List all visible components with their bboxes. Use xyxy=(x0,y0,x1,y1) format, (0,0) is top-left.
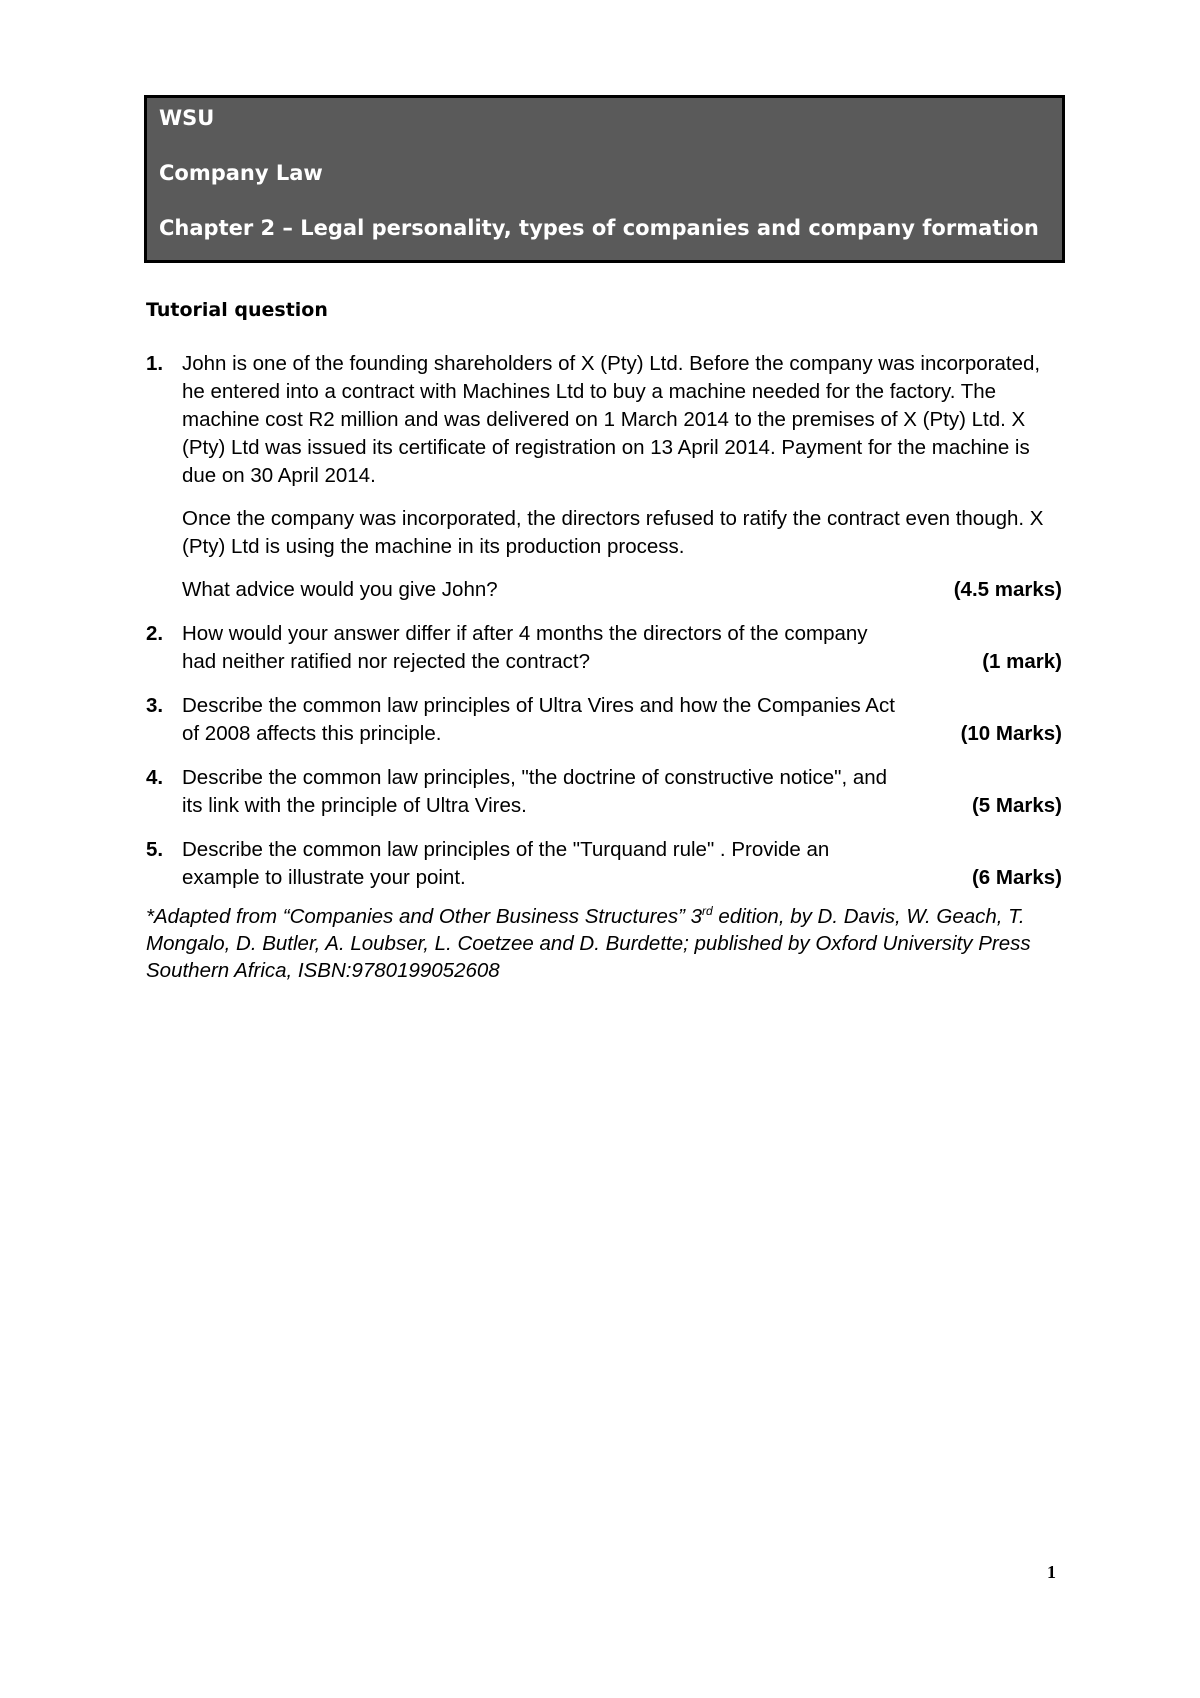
question-number: 1. xyxy=(146,352,164,375)
question-list xyxy=(146,350,1062,908)
source-citation xyxy=(146,903,1056,984)
question-3-text: Describe the common law principles of Ultra Vires and how the Companies Act of 2008 affects this principle. xyxy=(182,694,895,745)
question-number: 4. xyxy=(146,766,164,789)
question-1-scenario: John is one of the founding shareholders of X (Pty) Ltd. Before the company was incorporated, he entered into a contract with Machines Ltd to buy a machine needed for the factory. The machine cost R2 million and was delivered on 1 March 2014 to the premises of X (Pty) Ltd. X (Pty) Ltd was issued its certificate of registration on 13 April 2014. Payment for the machine is due on 30 April 2014. xyxy=(182,352,1041,487)
question-1-context: Once the company was incorporated, the directors refused to ratify the contract even though. X (Pty) Ltd is using the machine in its production process. xyxy=(182,507,1044,558)
question-number: 3. xyxy=(146,694,164,717)
citation-text-start: *Adapted from “Companies and Other Business Structures” 3 xyxy=(146,905,703,928)
question-number: 2. xyxy=(146,622,164,645)
question-1-prompt: What advice would you give John? xyxy=(182,578,498,601)
question-2-body xyxy=(182,620,1062,676)
question-1-prompt-line xyxy=(182,576,1062,604)
institution-name: WSU xyxy=(159,106,215,130)
question-4 xyxy=(146,764,1062,820)
page-number: 1 xyxy=(1047,1562,1056,1582)
question-3-marks: (10 Marks) xyxy=(960,722,1062,745)
document-header xyxy=(144,95,1065,263)
course-name: Company Law xyxy=(159,161,323,185)
question-4-body xyxy=(182,764,1062,820)
question-4-text: Describe the common law principles, "the doctrine of constructive notice", and its link with the principle of Ultra Vires. xyxy=(182,766,888,817)
question-2-text: How would your answer differ if after 4 months the directors of the company had neither ratified nor rejected the contract? xyxy=(182,622,868,673)
question-5-text: Describe the common law principles of the "Turquand rule" . Provide an example to illustrate your point. xyxy=(182,838,830,889)
citation-text-end: edition, by D. Davis, W. Geach, T. Mongalo, D. Butler, A. Loubser, L. Coetzee and D. Burdette; published by Oxford University Press Southern Africa, ISBN:9780199052608 xyxy=(146,905,1031,982)
citation-superscript: rd xyxy=(702,904,713,919)
section-title: Tutorial question xyxy=(146,299,328,321)
question-3-body xyxy=(182,692,1062,748)
question-2 xyxy=(146,620,1062,676)
question-5-body xyxy=(182,836,1062,892)
question-3 xyxy=(146,692,1062,748)
question-5 xyxy=(146,836,1062,892)
question-2-marks: (1 mark) xyxy=(982,650,1062,673)
question-1-marks: (4.5 marks) xyxy=(953,578,1062,601)
chapter-title: Chapter 2 – Legal personality, types of companies and company formation xyxy=(159,216,1039,240)
question-4-marks: (5 Marks) xyxy=(971,794,1062,817)
question-number: 5. xyxy=(146,838,164,861)
question-1 xyxy=(146,350,1062,604)
question-5-marks: (6 Marks) xyxy=(971,866,1062,889)
